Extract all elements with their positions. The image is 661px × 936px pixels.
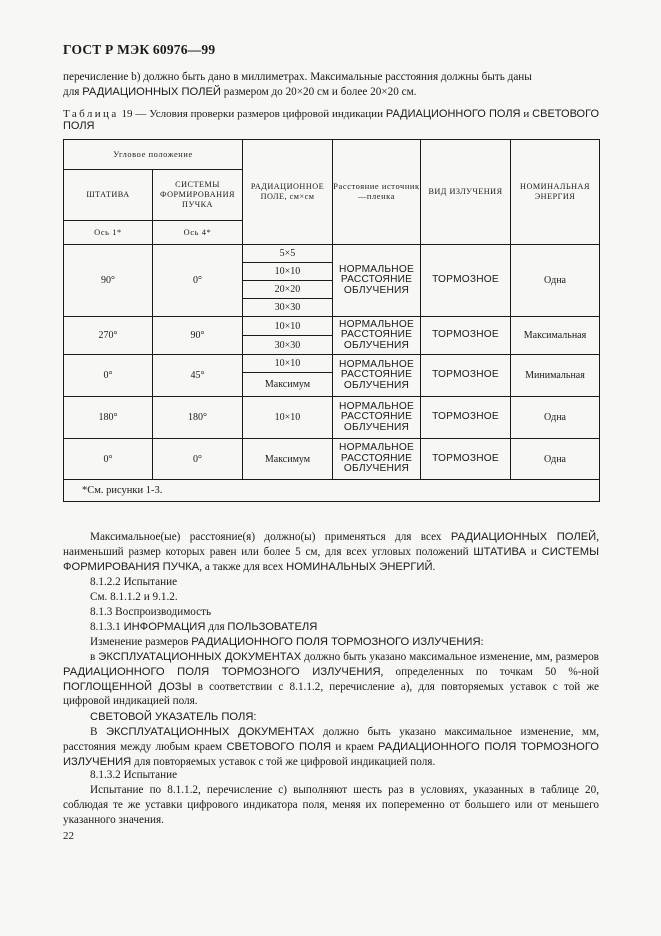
table-19 bbox=[63, 139, 600, 502]
energy-value: Одна bbox=[511, 397, 600, 439]
gantry-angle: 0° bbox=[64, 439, 153, 480]
beam-angle: 180° bbox=[153, 397, 243, 439]
term: ШТАТИВА bbox=[473, 545, 527, 558]
table-header-row bbox=[64, 140, 600, 170]
term: ЭКСПЛУАТАЦИОННЫХ ДОКУМЕНТАХ bbox=[105, 726, 315, 738]
term: СВЕТОВОЙ УКАЗАТЕЛЬ ПОЛЯ bbox=[90, 711, 254, 723]
body-text: : bbox=[253, 711, 257, 723]
body-text: , определенных по точкам 50 %-ной bbox=[380, 665, 599, 678]
distance-value: НОРМАЛЬНОЕ РАССТОЯНИЕ ОБЛУЧЕНИЯ bbox=[333, 317, 421, 355]
field-size: 10×10 bbox=[243, 263, 333, 281]
body-text: Максимальное(ые) расстояние(я) должно(ы) применяться для всех bbox=[90, 531, 451, 543]
header-angular-position: Угловое положение bbox=[64, 140, 243, 170]
body-text: . bbox=[432, 560, 436, 573]
header-distance: Расстояние источник—пленка bbox=[333, 140, 421, 245]
header-radiation-field: РАДИАЦИОННОЕ ПОЛЕ, см×см bbox=[243, 140, 333, 245]
radiation-type-value: ТОРМОЗНОЕ bbox=[421, 439, 511, 480]
header-axis-1: Ось 1* bbox=[64, 221, 153, 245]
section-8-1-3: 8.1.3 Воспроизводимость bbox=[90, 606, 212, 618]
distance-value: НОРМАЛЬНОЕ РАССТОЯНИЕ ОБЛУЧЕНИЯ bbox=[333, 245, 421, 317]
table-footnote: *См. рисунки 1-3. bbox=[64, 480, 600, 502]
table-row bbox=[64, 355, 600, 373]
body-text: для повторяемых уставок с той же цифровой индикацией поля. bbox=[131, 755, 436, 768]
table-caption bbox=[63, 108, 599, 132]
body-text: , а также для всех bbox=[199, 560, 287, 573]
term: ЭКСПЛУАТАЦИОННЫХ ДОКУМЕНТАХ bbox=[98, 651, 302, 663]
energy-value: Одна bbox=[511, 245, 600, 317]
header-axis-4: Ось 4* bbox=[153, 221, 243, 245]
gantry-angle: 0° bbox=[64, 355, 153, 397]
distance-value: НОРМАЛЬНОЕ РАССТОЯНИЕ ОБЛУЧЕНИЯ bbox=[333, 397, 421, 439]
section-8-1-2-2: 8.1.2.2 Испытание bbox=[90, 576, 178, 588]
header-gantry: ШТАТИВА bbox=[64, 170, 153, 221]
header-beam-system: СИСТЕМЫ ФОРМИРОВАНИЯ ПУЧКА bbox=[153, 170, 243, 221]
field-size: Максимум bbox=[243, 439, 333, 480]
beam-angle: 0° bbox=[153, 439, 243, 480]
body-text: и bbox=[526, 545, 542, 558]
term: РАДИАЦИОННОГО ПОЛЯ ТОРМОЗНОГО ИЗЛУЧЕНИЯ bbox=[63, 740, 600, 768]
beam-angle: 90° bbox=[153, 317, 243, 355]
intro-text: размером до 20×20 см и более 20×20 см. bbox=[220, 85, 417, 98]
caption-term: СВЕТОВОГО ПОЛЯ bbox=[63, 108, 599, 132]
intro-line-2 bbox=[63, 85, 599, 100]
document-header: ГОСТ Р МЭК 60976—99 bbox=[63, 42, 216, 57]
term: РАДИАЦИОННОГО ПОЛЯ ТОРМОЗНОГО ИЗЛУЧЕНИЯ bbox=[191, 636, 481, 648]
intro-paragraph bbox=[63, 70, 599, 100]
body-text: и краем bbox=[331, 740, 379, 753]
page-number: 22 bbox=[63, 830, 74, 842]
caption-term: РАДИАЦИОННОГО ПОЛЯ bbox=[385, 108, 521, 120]
reference-line: См. 8.1.1.2 и 9.1.2. bbox=[90, 591, 178, 603]
radiation-type-value: ТОРМОЗНОЕ bbox=[421, 397, 511, 439]
header-radiation-type: ВИД ИЗЛУЧЕНИЯ bbox=[421, 140, 511, 245]
body-text: , наименьший размер которых равен или более 5 см, для всех угловых положений bbox=[63, 531, 599, 558]
field-size: 30×30 bbox=[243, 299, 333, 317]
term: СИСТЕМЫ ФОРМИРОВАНИЯ ПУЧКА bbox=[63, 545, 599, 573]
light-indicator-heading bbox=[90, 710, 600, 725]
body-text: Изменение размеров bbox=[90, 636, 192, 648]
table-row bbox=[64, 439, 600, 480]
section-8-1-3-1 bbox=[90, 620, 600, 635]
intro-line-1: перечисление b) должно быть дано в миллиметрах. Максимальные расстояния должны быть даны bbox=[63, 71, 532, 83]
field-size: Максимум bbox=[243, 373, 333, 397]
table-footnote-row bbox=[64, 480, 600, 502]
header-nominal-energy: НОМИНАЛЬНАЯ ЭНЕРГИЯ bbox=[511, 140, 600, 245]
term: РАДИАЦИОННОГО ПОЛЯ ТОРМОЗНОГО ИЗЛУЧЕНИЯ bbox=[63, 665, 381, 678]
section-8-1-3-2: 8.1.3.2 Испытание bbox=[90, 769, 178, 781]
gantry-angle: 180° bbox=[64, 397, 153, 439]
term: ПОГЛОЩЕННОЙ ДОЗЫ bbox=[63, 680, 192, 693]
term: РАДИАЦИОННЫХ ПОЛЕЙ bbox=[450, 531, 597, 543]
table-row bbox=[64, 397, 600, 439]
caption-text: и bbox=[520, 108, 533, 120]
term: НОМИНАЛЬНЫХ ЭНЕРГИЙ bbox=[286, 560, 433, 573]
radiation-type-value: ТОРМОЗНОЕ bbox=[421, 245, 511, 317]
body-text: в соответствии с 8.1.1.2, перечисление а), для повторяемых уставок с той же цифровой индикацией поля. bbox=[63, 680, 599, 708]
radiation-type-value: ТОРМОЗНОЕ bbox=[421, 355, 511, 397]
intro-text: для bbox=[63, 85, 83, 98]
body-text: : bbox=[480, 636, 484, 648]
field-size: 30×30 bbox=[243, 336, 333, 355]
gantry-angle: 270° bbox=[64, 317, 153, 355]
energy-value: Одна bbox=[511, 439, 600, 480]
caption-label: Таблица bbox=[63, 108, 119, 120]
paragraph-light-field-variation bbox=[63, 725, 599, 769]
distance-value: НОРМАЛЬНОЕ РАССТОЯНИЕ ОБЛУЧЕНИЯ bbox=[333, 355, 421, 397]
body-text: 8.1.3.1 bbox=[90, 621, 124, 633]
field-size: 20×20 bbox=[243, 281, 333, 299]
field-change-heading bbox=[90, 635, 600, 650]
term-radiation-fields: РАДИАЦИОННЫХ ПОЛЕЙ bbox=[82, 85, 221, 98]
distance-value: НОРМАЛЬНОЕ РАССТОЯНИЕ ОБЛУЧЕНИЯ bbox=[333, 439, 421, 480]
table-row bbox=[64, 317, 600, 336]
term: СВЕТОВОГО ПОЛЯ bbox=[226, 740, 332, 753]
field-size: 10×10 bbox=[243, 397, 333, 439]
energy-value: Минимальная bbox=[511, 355, 600, 397]
paragraph-radiation-field-variation bbox=[63, 650, 599, 709]
beam-angle: 45° bbox=[153, 355, 243, 397]
energy-value: Максимальная bbox=[511, 317, 600, 355]
field-size: 5×5 bbox=[243, 245, 333, 263]
field-size: 10×10 bbox=[243, 355, 333, 373]
body-text: в bbox=[90, 651, 99, 663]
body-text: для bbox=[205, 621, 228, 633]
beam-angle: 0° bbox=[153, 245, 243, 317]
body-text: должно быть указано максимальное изменение, мм, расстояния между любым краем bbox=[63, 726, 599, 753]
table-row bbox=[64, 245, 600, 263]
paragraph-test-procedure: Испытание по 8.1.1.2, перечисление с) выполняют шесть раз в условиях, указанных в таблице 20, соблюдая те же уставки цифрового индикатора поля, меняя их попеременно от большего или от меньшего указанного значения. bbox=[63, 784, 599, 826]
field-size: 10×10 bbox=[243, 317, 333, 336]
body-text: В bbox=[90, 726, 106, 738]
term: ПОЛЬЗОВАТЕЛЯ bbox=[227, 621, 318, 633]
paragraph-max-distance bbox=[63, 530, 599, 574]
gantry-angle: 90° bbox=[64, 245, 153, 317]
radiation-type-value: ТОРМОЗНОЕ bbox=[421, 317, 511, 355]
caption-text: 19 — Условия проверки размеров цифровой индикации bbox=[118, 108, 386, 120]
body-text: должно быть указано максимальное изменение, мм, размеров bbox=[301, 651, 599, 663]
term: ИНФОРМАЦИЯ bbox=[123, 621, 206, 633]
